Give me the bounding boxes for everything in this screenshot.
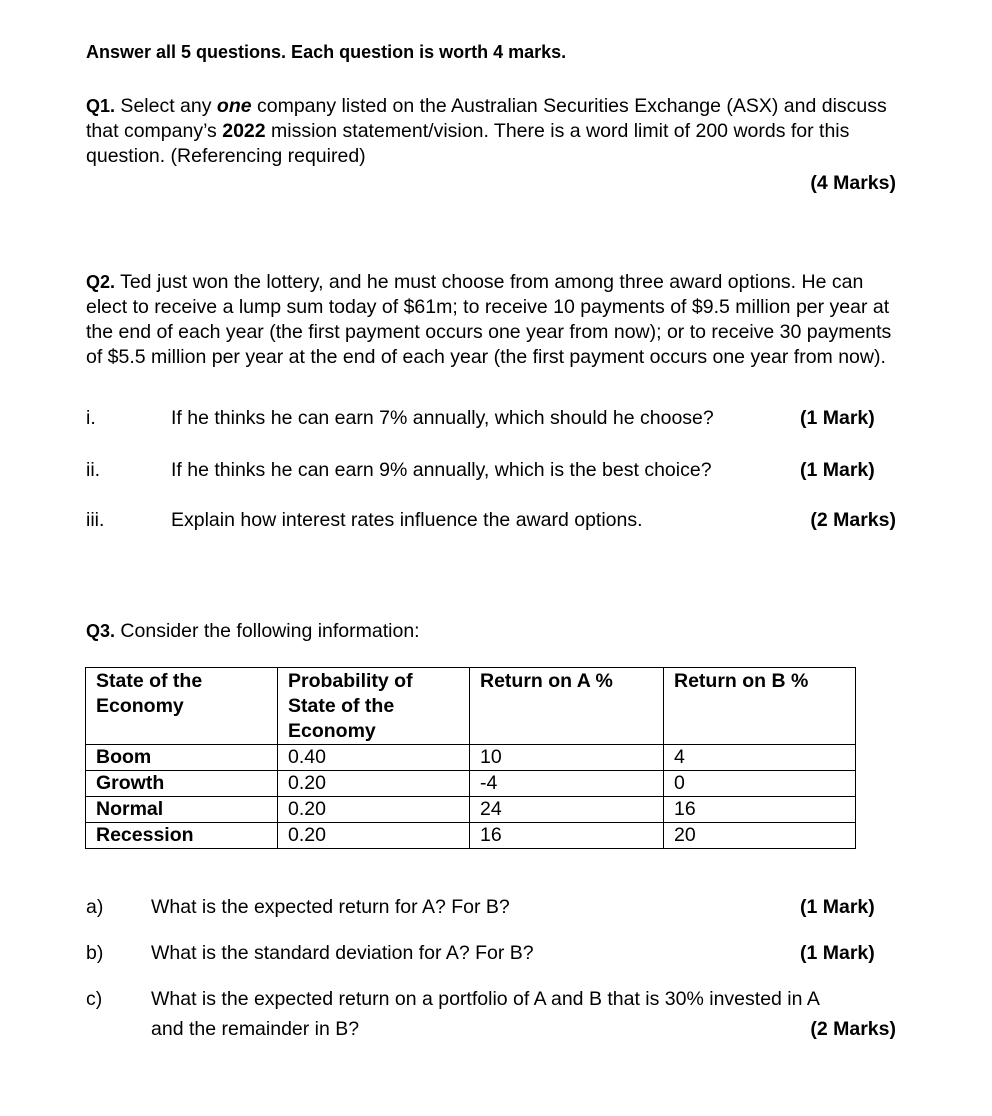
header-probability: Probability of State of the Economy xyxy=(278,668,470,745)
cell-return-b: 20 xyxy=(664,823,856,849)
cell-return-a: 16 xyxy=(470,823,664,849)
q2-part-iii-number: iii. xyxy=(86,509,105,531)
question-3 xyxy=(86,619,906,644)
header-return-b: Return on B % xyxy=(664,668,856,745)
cell-state: Boom xyxy=(86,745,278,771)
question-1-emphasis: one xyxy=(216,95,252,117)
instructions-heading: Answer all 5 questions. Each question is worth 4 marks. xyxy=(86,42,567,62)
cell-probability: 0.20 xyxy=(278,823,470,849)
question-1-marks: (4 Marks) xyxy=(810,172,896,194)
question-3-number: Q3. xyxy=(86,621,116,641)
question-1-number: Q1. xyxy=(86,96,116,116)
q2-part-ii-number: ii. xyxy=(86,459,101,481)
question-1-text-c: mission statement/vision. There is a word limit of 200 words for this question. (Referencing required) xyxy=(86,120,850,167)
q3-part-a-text: What is the expected return for A? For B? xyxy=(151,896,510,918)
q2-part-i-number: i. xyxy=(86,407,96,429)
table-header-row xyxy=(86,668,856,745)
cell-return-a: 10 xyxy=(470,745,664,771)
q2-part-iii-text: Explain how interest rates influence the award options. xyxy=(171,509,643,531)
q2-part-iii-marks: (2 Marks) xyxy=(810,509,896,531)
question-2-text: Ted just won the lottery, and he must choose from among three award options. He can elect to receive a lump sum today of $61m; to receive 10 payments of $9.5 million per year at the end of each year (the first payment occurs one year from now); or to receive 30 payments of $5.5 million per year at the end of each year (the first payment occurs one year from now). xyxy=(86,271,892,368)
q2-part-i-marks: (1 Mark) xyxy=(800,407,875,429)
q2-part-ii-marks: (1 Mark) xyxy=(800,459,875,481)
economy-returns-table xyxy=(85,667,856,849)
cell-state: Normal xyxy=(86,797,278,823)
q3-part-c-marks: (2 Marks) xyxy=(810,1018,896,1040)
table-row xyxy=(86,797,856,823)
q3-part-b-marks: (1 Mark) xyxy=(800,942,875,964)
q3-part-c-text-continued: and the remainder in B? xyxy=(151,1018,360,1040)
question-1 xyxy=(86,94,906,169)
cell-return-b: 0 xyxy=(664,771,856,797)
q2-part-i-text: If he thinks he can earn 7% annually, which should he choose? xyxy=(171,407,714,429)
q3-part-a-number: a) xyxy=(86,896,104,918)
q3-part-b-number: b) xyxy=(86,942,104,964)
question-1-year: 2022 xyxy=(222,120,266,142)
question-2-number: Q2. xyxy=(86,272,116,292)
cell-probability: 0.20 xyxy=(278,771,470,797)
cell-state: Growth xyxy=(86,771,278,797)
question-1-text-a: Select any xyxy=(115,95,217,117)
table-row xyxy=(86,771,856,797)
cell-return-a: 24 xyxy=(470,797,664,823)
header-state: State of the Economy xyxy=(86,668,278,745)
question-1-text-b: company listed on the Australian Securities Exchange (ASX) and discuss that company’s xyxy=(86,95,887,142)
header-return-a: Return on A % xyxy=(470,668,664,745)
cell-return-b: 16 xyxy=(664,797,856,823)
question-3-text: Consider the following information: xyxy=(115,620,420,642)
cell-return-b: 4 xyxy=(664,745,856,771)
table-row xyxy=(86,745,856,771)
q3-part-a-marks: (1 Mark) xyxy=(800,896,875,918)
q2-part-ii-text: If he thinks he can earn 9% annually, which is the best choice? xyxy=(171,459,712,481)
table-row xyxy=(86,823,856,849)
question-2 xyxy=(86,270,901,370)
cell-state: Recession xyxy=(86,823,278,849)
q3-part-c-text: What is the expected return on a portfolio of A and B that is 30% invested in A xyxy=(151,988,820,1010)
cell-return-a: -4 xyxy=(470,771,664,797)
q3-part-b-text: What is the standard deviation for A? For B? xyxy=(151,942,534,964)
cell-probability: 0.20 xyxy=(278,797,470,823)
q3-part-c-number: c) xyxy=(86,988,103,1010)
cell-probability: 0.40 xyxy=(278,745,470,771)
